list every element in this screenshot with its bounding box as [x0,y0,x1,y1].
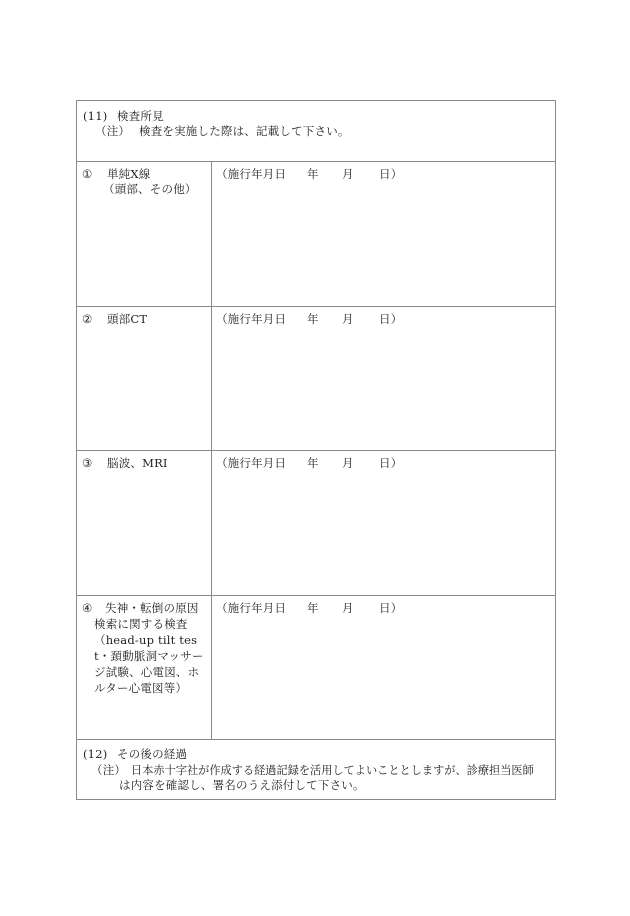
section-12-note-line2: は内容を確認し、署名のうえ添付して下さい。 [119,778,365,792]
exam-marker: ① [82,167,93,181]
exam-findings-cell[interactable] [212,596,555,739]
section-11-note-text: 検査を実施した際は、記載して下さい。 [139,124,350,138]
exam-findings-cell[interactable] [212,307,555,450]
date-day: 日） [379,312,403,326]
date-label: （施行年月日 [216,456,287,470]
date-label: （施行年月日 [216,601,287,615]
exam-row-syncope [77,596,555,740]
section-12-title: その後の経過 [117,747,188,761]
exam-findings-form [76,100,556,800]
exam-name-line: （頭部、その他） [103,182,197,196]
exam-marker: ② [82,312,93,326]
exam-findings-cell[interactable] [212,451,555,595]
exam-marker: ④ [82,601,93,615]
date-month: 月 [342,312,354,326]
exam-marker: ③ [82,456,93,470]
exam-name-line: 失神・転倒の原因 [105,601,199,615]
exam-name-line: 脳波、MRI [107,456,168,470]
exam-name-cell [77,162,212,306]
date-year: 年 [307,167,319,181]
exam-name-cell [77,307,212,450]
section-12-note-line1: 日本赤十字社が作成する経過記録を活用してよいこととしますが、診療担当医師 [131,764,534,777]
date-day: 日） [379,456,403,470]
exam-name-line: 頭部CT [107,312,148,326]
section-12-number: (12) [83,747,108,761]
date-month: 月 [342,167,354,181]
exam-row-eeg-mri [77,451,555,596]
date-year: 年 [307,456,319,470]
exam-name-cell [77,596,212,739]
section-12-note-label: （注） [91,763,127,777]
section-11-note-label: （注） [95,124,131,138]
date-day: 日） [379,167,403,181]
exam-name-cell [77,451,212,595]
date-year: 年 [307,601,319,615]
section-11-number: (11) [83,109,108,123]
date-label: （施行年月日 [216,312,287,326]
exam-name-line: ルター心電図等） [94,681,188,695]
exam-name-line: t・頚動脈洞マッサー [94,649,204,663]
exam-name-line: ジ試験、心電図、ホ [94,665,200,679]
date-month: 月 [342,456,354,470]
date-year: 年 [307,312,319,326]
section-12-progress [77,740,555,800]
date-day: 日） [379,601,403,615]
date-label: （施行年月日 [216,167,287,181]
exam-name-line: 検索に関する検査 [94,617,188,631]
section-11-title: 検査所見 [117,109,164,123]
exam-name-line: （head-up tilt tes [94,633,198,647]
exam-row-xray [77,162,555,307]
exam-row-head-ct [77,307,555,451]
date-month: 月 [342,601,354,615]
section-11-header [77,101,555,162]
exam-name-line: 単純X線 [107,167,151,181]
exam-findings-cell[interactable] [212,162,555,306]
